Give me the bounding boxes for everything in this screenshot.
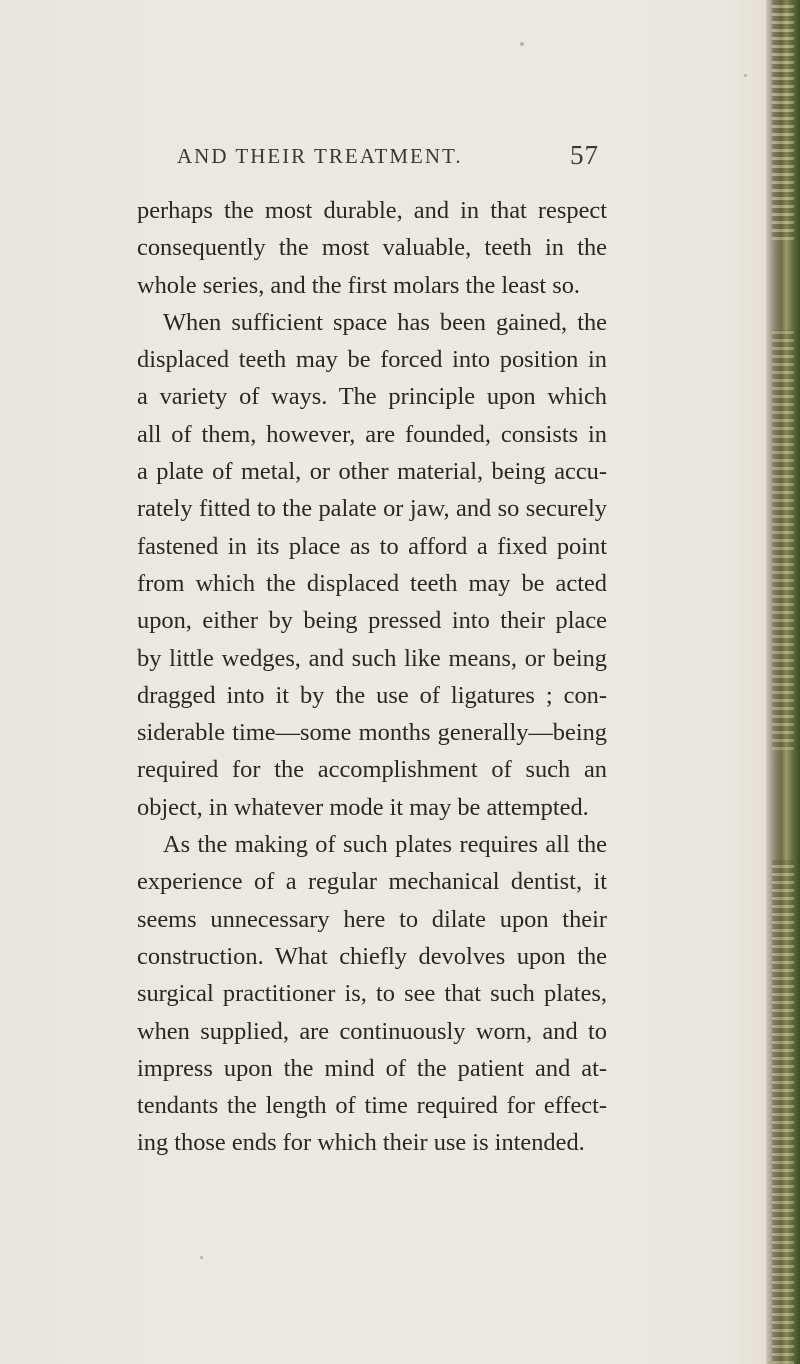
paragraph-start-line: When sufficient space has been gained, the <box>163 308 607 336</box>
text-line: all of them, however, are founded, consists in <box>137 420 607 448</box>
text-line: when supplied, are continuously worn, and to <box>137 1017 607 1045</box>
text-line: experience of a regular mechanical dentist, it <box>137 868 607 896</box>
paper-speck <box>520 42 524 46</box>
text-line: by little wedges, and such like means, or being <box>137 644 607 672</box>
text-line: required for the accomplishment of such an <box>137 756 607 784</box>
running-head <box>177 140 599 174</box>
text-line: perhaps the most durable, and in that respect <box>137 197 607 224</box>
text-line: object, in whatever mode it may be attempted. <box>137 793 589 821</box>
text-line: fastened in its place as to afford a fixed point <box>137 532 607 560</box>
text-line: displaced teeth may be forced into position in <box>137 346 607 374</box>
text-line: construction. What chiefly devolves upon the <box>137 942 607 970</box>
text-line: from which the displaced teeth may be acted <box>137 569 607 597</box>
text-line: a plate of metal, or other material, being accu- <box>137 458 607 486</box>
text-line: ing those ends for which their use is intended. <box>137 1129 585 1157</box>
text-line: upon, either by being pressed into their place <box>137 607 607 635</box>
book-binding-edge <box>766 0 800 1364</box>
paper-speck <box>200 1256 203 1259</box>
text-line: a variety of ways. The principle upon which <box>137 383 607 411</box>
text-line: tendants the length of time required for effect- <box>137 1092 607 1120</box>
binding-texture <box>772 860 794 1364</box>
text-line: impress upon the mind of the patient and at- <box>137 1054 607 1082</box>
paper-speck <box>744 74 747 77</box>
binding-texture <box>772 330 794 750</box>
text-line: rately fitted to the palate or jaw, and so securely <box>137 495 607 523</box>
body-text <box>137 192 607 1162</box>
page-number: 57 <box>570 140 599 170</box>
paragraph-start-line: As the making of such plates requires all the <box>163 831 607 859</box>
binding-texture <box>772 0 794 240</box>
text-line: surgical practitioner is, to see that such plates, <box>137 980 607 1008</box>
text-line: whole series, and the first molars the least so. <box>137 271 580 299</box>
text-line: consequently the most valuable, teeth in the <box>137 234 607 262</box>
text-line: dragged into it by the use of ligatures ; con- <box>137 681 607 709</box>
text-line: seems unnecessary here to dilate upon their <box>137 905 607 933</box>
running-head-title: AND THEIR TREATMENT. <box>177 144 463 168</box>
text-line: siderable time—some months generally—being <box>137 719 607 747</box>
